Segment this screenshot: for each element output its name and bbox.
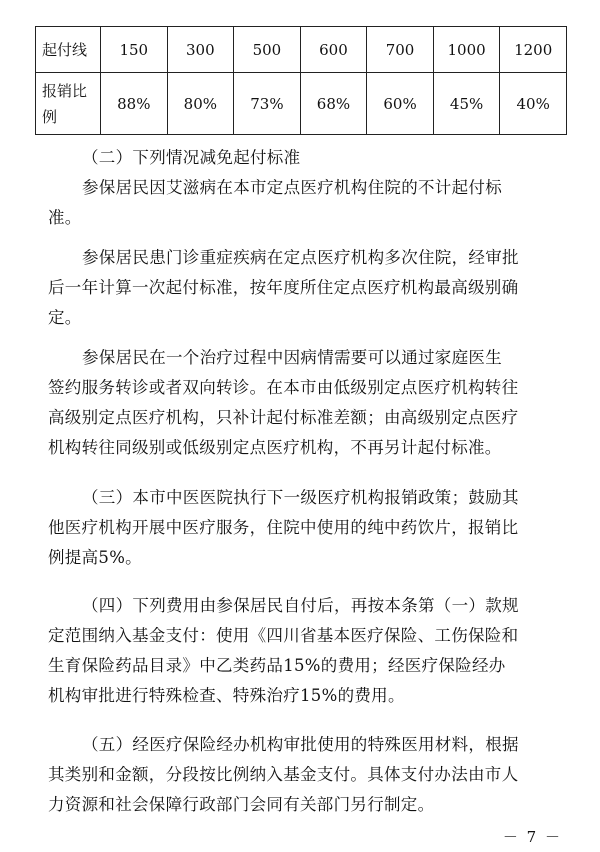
paragraph-section-4 (48, 591, 556, 711)
text-line: 生育保险药品目录》中乙类药品15%的费用；经医疗保险经办 (48, 656, 506, 675)
text-line: 例提高5%。 (48, 548, 142, 567)
text-line: 其类别和金额，分段按比例纳入基金支付。具体支付办法由市人 (48, 765, 519, 784)
paragraph-section-3 (48, 483, 556, 573)
table-cell: 45% (433, 73, 500, 135)
text-line: 准。 (48, 208, 82, 227)
text-line: 他医疗机构开展中医疗服务，住院中使用的纯中药饮片，报销比 (48, 518, 519, 537)
paragraph-section-5 (48, 730, 556, 820)
row-header-reimbursement (36, 73, 101, 135)
text-line: 定范围纳入基金支付：使用《四川省基本医疗保险、工伤保险和 (48, 626, 519, 645)
table-cell: 150 (101, 27, 168, 73)
paragraph-outpatient-serious (48, 243, 556, 333)
text-line: 参保居民因艾滋病在本市定点医疗机构住院的不计起付标 (82, 178, 502, 197)
paragraph-aids (48, 173, 556, 233)
text-line: 高级别定点医疗机构，只补计起付标准差额；由高级别定点医疗 (48, 408, 519, 427)
table-cell: 68% (300, 73, 367, 135)
text-line: （二）下列情况减免起付标准 (82, 148, 301, 167)
paragraph-referral (48, 343, 556, 463)
table-cell: 73% (234, 73, 301, 135)
text-line: 后一年计算一次起付标准，按年度所住定点医疗机构最高级别确 (48, 278, 519, 297)
table-cell: 700 (367, 27, 434, 73)
text-line: 签约服务转诊或者双向转诊。在本市由低级别定点医疗机构转往 (48, 378, 519, 397)
text-line: 力资源和社会保障行政部门会同有关部门另行制定。 (48, 795, 435, 814)
text-line: 定。 (48, 308, 82, 327)
text-line: 机构审批进行特殊检查、特殊治疗15%的费用。 (48, 686, 405, 705)
row-header-line: 例 (42, 107, 58, 126)
text-line: （三）本市中医医院执行下一级医疗机构报销政策；鼓励其 (82, 488, 519, 507)
table-cell: 80% (167, 73, 234, 135)
page-number: － 7 － (502, 828, 562, 846)
table-cell: 1200 (500, 27, 567, 73)
deductible-rate-table (35, 26, 567, 135)
table-cell: 1000 (433, 27, 500, 73)
text-line: （四）下列费用由参保居民自付后，再按本条第（一）款规 (82, 596, 519, 615)
table-cell: 500 (234, 27, 301, 73)
row-header-deductible: 起付线 (36, 27, 101, 73)
text-line: 参保居民在一个治疗过程中因病情需要可以通过家庭医生 (82, 348, 502, 367)
table-cell: 600 (300, 27, 367, 73)
heading-section-2 (48, 143, 556, 173)
table-row-reimbursement (36, 73, 567, 135)
text-line: 参保居民患门诊重症疾病在定点医疗机构多次住院，经审批 (82, 248, 519, 267)
table-row-deductible (36, 27, 567, 73)
table-cell: 40% (500, 73, 567, 135)
text-line: （五）经医疗保险经办机构审批使用的特殊医用材料，根据 (82, 735, 519, 754)
table-cell: 60% (367, 73, 434, 135)
table-cell: 88% (101, 73, 168, 135)
text-line: 机构转往同级别或低级别定点医疗机构，不再另计起付标准。 (48, 438, 502, 457)
table-cell: 300 (167, 27, 234, 73)
row-header-line: 报销比 (42, 81, 88, 100)
